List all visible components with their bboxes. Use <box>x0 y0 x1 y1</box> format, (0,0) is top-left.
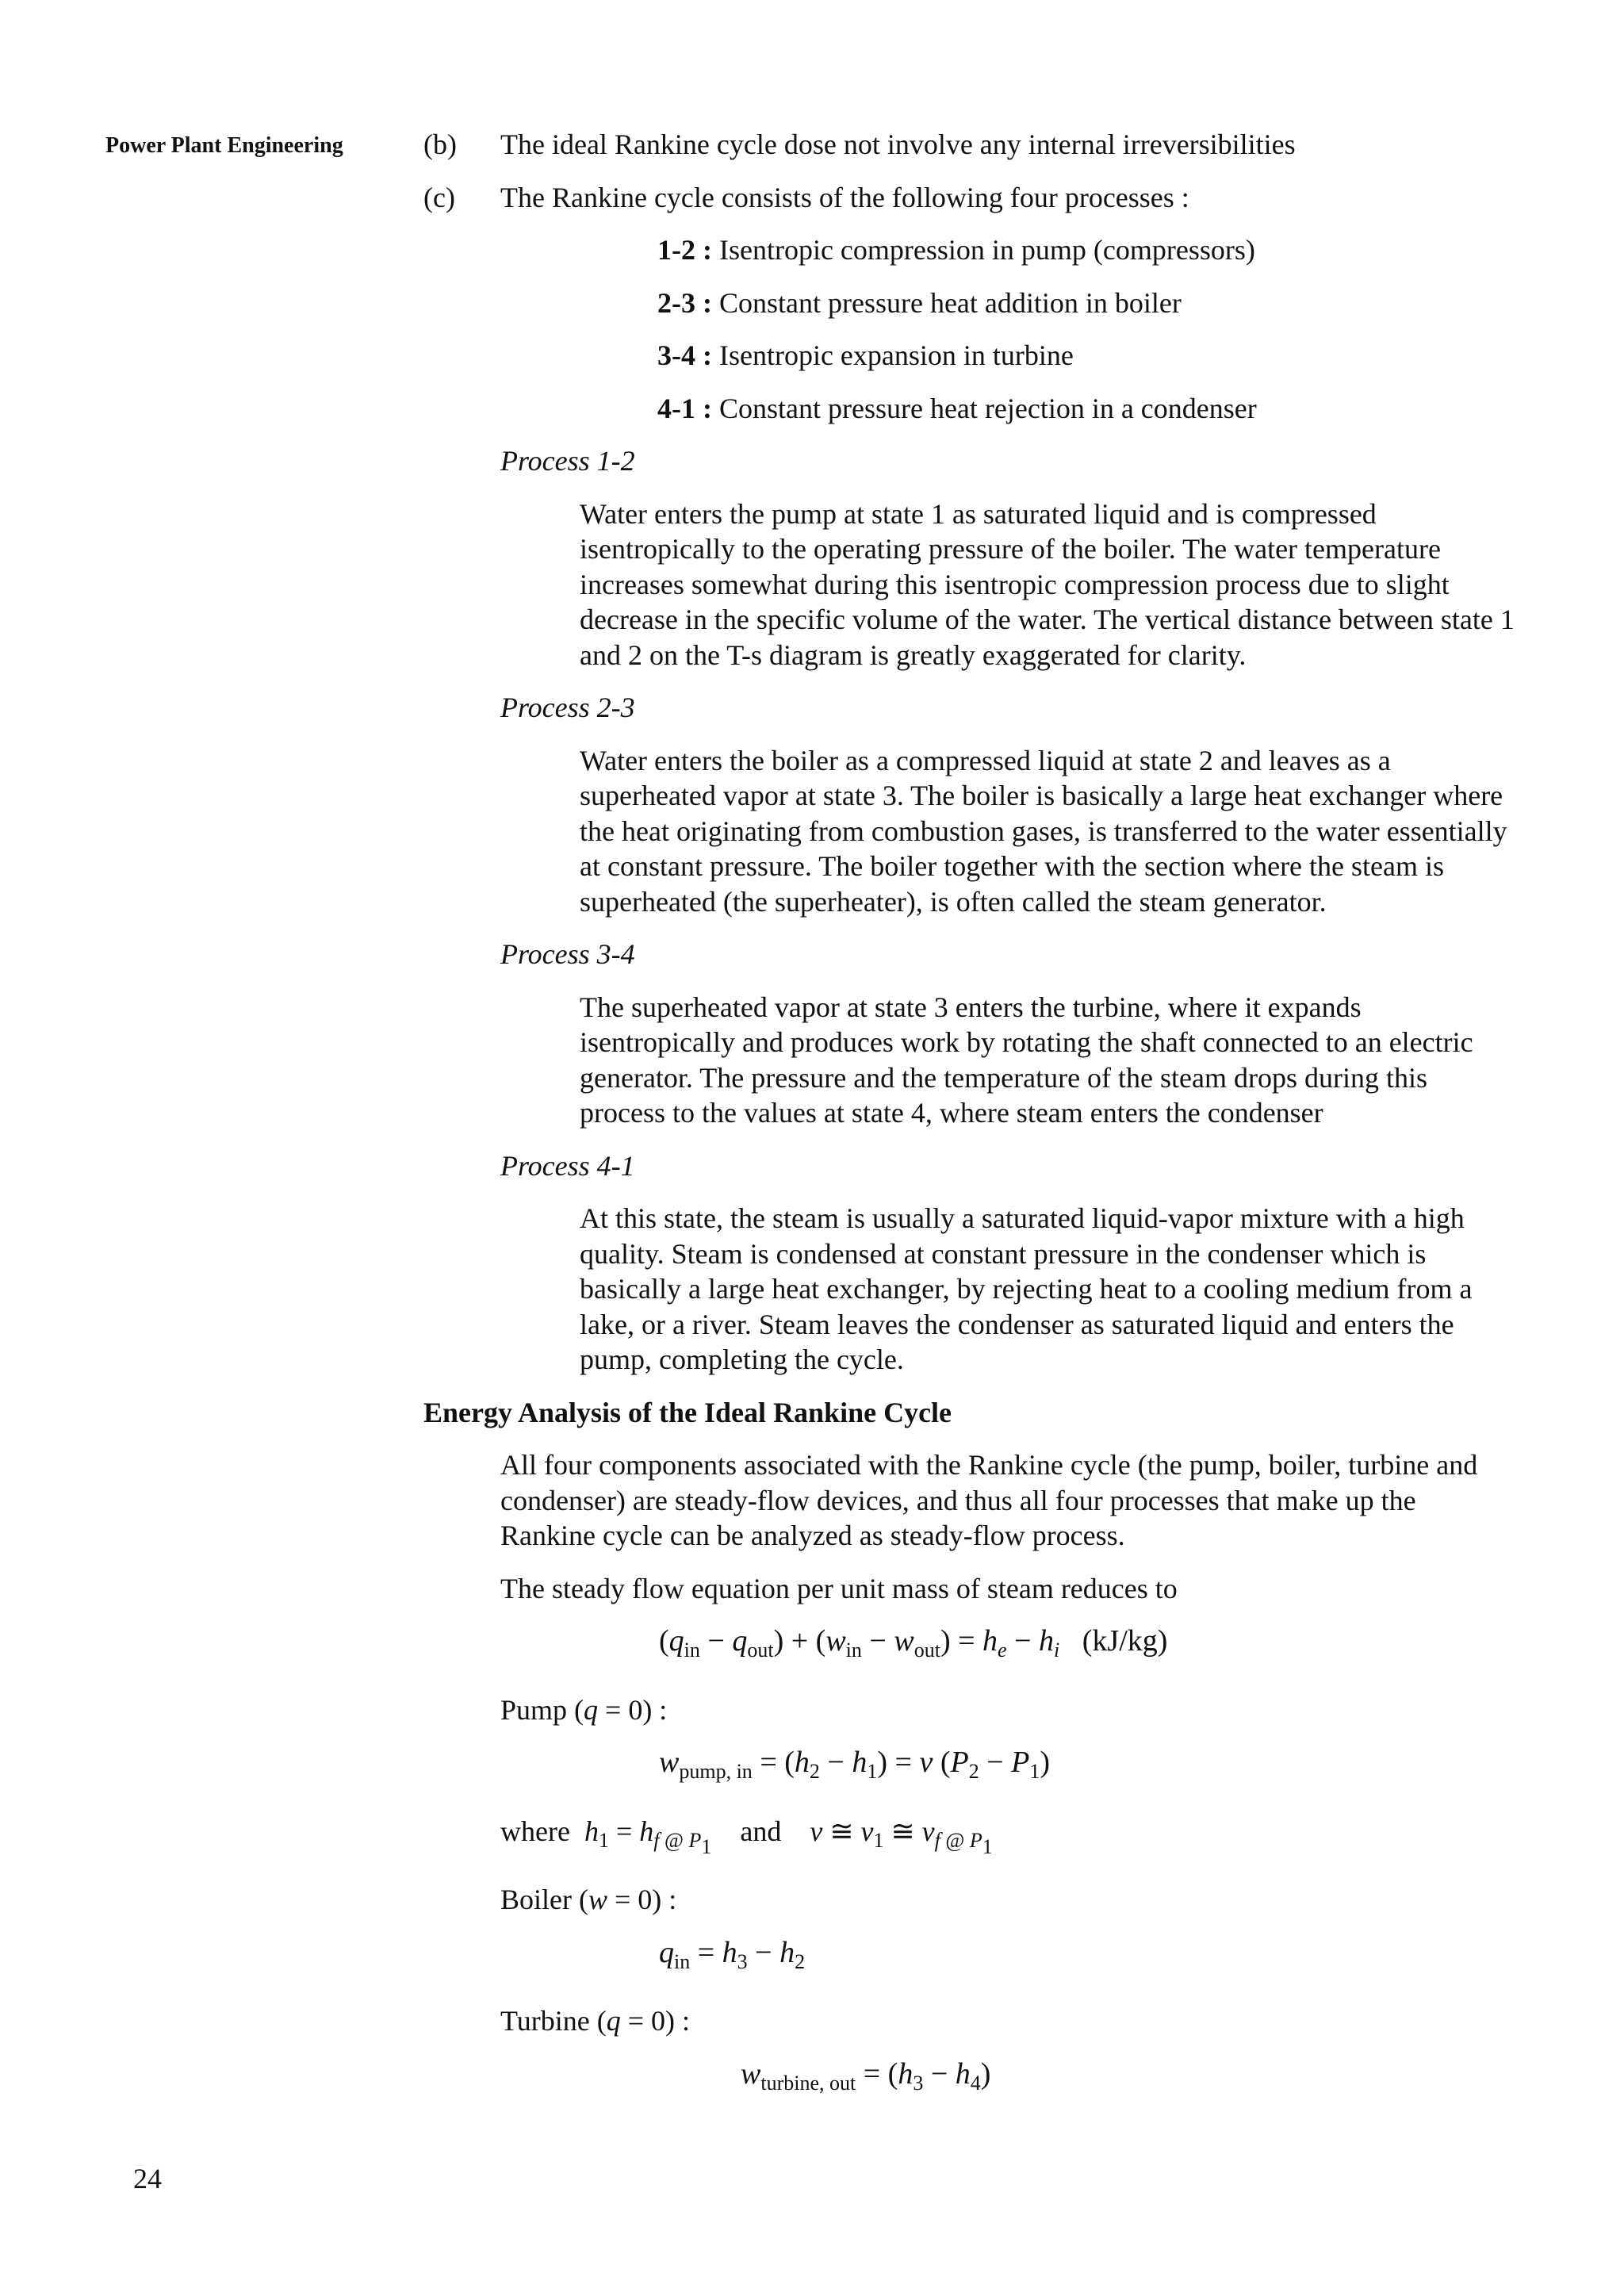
running-head: Power Plant Engineering <box>105 133 343 158</box>
page-content <box>423 127 1534 2125</box>
boiler-heat-equation: $q_{in} = h_3 - h_2$ <box>659 1935 806 1973</box>
boiler-label-text: Boiler ( <box>500 1884 588 1915</box>
process-desc: Constant pressure heat addition in boiler <box>711 286 1182 319</box>
process-code: 4-1 : <box>657 392 712 424</box>
process-summary-item <box>657 286 1534 321</box>
turbine-cond-tail: = 0) : <box>620 2005 690 2037</box>
process-heading: Process 3-4 <box>500 938 635 970</box>
process-desc: Isentropic expansion in turbine <box>711 339 1074 371</box>
process-paragraph: The superheated vapor at state 3 enters the turbine, where it expands isentropically and produces work by rotating the shaft connected to an electric generator. The pressure and the temperature of the steam drops during this process to the values at state 4, where steam enters the condenser <box>580 991 1473 1129</box>
boiler-cond-tail: = 0) : <box>607 1884 677 1915</box>
list-text: The Rankine cycle consists of the following four processes : <box>500 181 1189 213</box>
where-equation-2: v ≅ $v_1$ ≅ $v_{f @ P_1}$ <box>810 1815 993 1858</box>
turbine-cond-var: q <box>606 2005 621 2037</box>
list-text: The ideal Rankine cycle dose not involve any internal irreversibilities <box>500 128 1296 160</box>
process-code: 1-2 : <box>657 234 712 266</box>
pump-label-text: Pump ( <box>500 1693 584 1726</box>
list-item <box>423 180 1534 216</box>
section-paragraph: The steady flow equation per unit mass of steam reduces to <box>500 1572 1178 1604</box>
pump-label <box>500 1692 1534 1728</box>
section-heading: Energy Analysis of the Ideal Rankine Cycle <box>423 1396 952 1428</box>
process-paragraph: At this state, the steam is usually a saturated liquid-vapor mixture with a high quality. Steam is condensed at constant pressure in the condenser which is basically a large heat exchanger, by rejecting heat to a cooling medium from a lake, or a river. Steam leaves the condenser as saturated liquid and enters the pump, completing the cycle. <box>580 1202 1473 1375</box>
process-code: 3-4 : <box>657 339 712 371</box>
pump-work-equation: $w_{pump, in} = (h_2 - h_1) = v$ $(P_2 - P_1)$ <box>659 1746 1050 1783</box>
energy-equation: $(q_{in} - q_{out}) + (w_{in} - w_{out}) = h_e - h_i$ (kJ/kg) <box>659 1624 1168 1662</box>
where-label: where <box>500 1815 570 1847</box>
boiler-cond-var: w <box>588 1884 607 1915</box>
process-paragraph: Water enters the pump at state 1 as saturated liquid and is compressed isentropically to the operating pressure of the boiler. The water temperature increases somewhat during this isentropic compression process due to slight decrease in the specific volume of the water. The vertical distance between state 1 and 2 on the T-s diagram is greatly exaggerated for clarity. <box>580 497 1515 671</box>
process-code: 2-3 : <box>657 286 712 319</box>
energy-unit: (kJ/kg) <box>1082 1624 1168 1658</box>
process-desc: Constant pressure heat rejection in a condenser <box>711 392 1257 424</box>
list-item <box>423 127 1534 163</box>
process-summary-list <box>657 232 1534 426</box>
process-summary-item <box>657 391 1534 427</box>
process-paragraph: Water enters the boiler as a compressed liquid at state 2 and leaves as a superheated vapor at state 3. The boiler is basically a large heat exchanger where the heat originating from combustion gases, is transferred to the water essentially at constant pressure. The boiler together with the section where the steam is superheated (the superheater), is often called the steam generator. <box>580 744 1507 918</box>
pump-cond-tail: = 0) : <box>598 1693 668 1726</box>
page-number: 24 <box>133 2163 162 2194</box>
pump-cond-var: q <box>584 1693 599 1726</box>
process-heading: Process 4-1 <box>500 1149 635 1182</box>
where-equation: $h_1 = h_{f @ P_1}$ <box>584 1815 712 1858</box>
boiler-label <box>500 1882 1534 1918</box>
process-summary-item <box>657 232 1534 268</box>
list-marker: (c) <box>423 181 455 213</box>
list-marker: (b) <box>423 128 457 160</box>
process-heading: Process 1-2 <box>500 445 635 477</box>
turbine-work-equation: $w_{turbine, out} = (h_3 - h_4)$ <box>741 2056 991 2095</box>
turbine-label <box>500 2003 1534 2039</box>
section-paragraph: All four components associated with the Rankine cycle (the pump, boiler, turbine and condenser) are steady-flow devices, and thus all four processes that make up the Rankine cycle can be analyzed as steady-flow process. <box>500 1449 1478 1551</box>
process-desc: Isentropic compression in pump (compressors) <box>711 234 1255 266</box>
process-summary-item <box>657 338 1534 374</box>
and-label: and <box>740 1815 782 1847</box>
process-heading: Process 2-3 <box>500 692 635 723</box>
turbine-label-text: Turbine ( <box>500 2005 607 2037</box>
where-line <box>500 1814 1534 1865</box>
